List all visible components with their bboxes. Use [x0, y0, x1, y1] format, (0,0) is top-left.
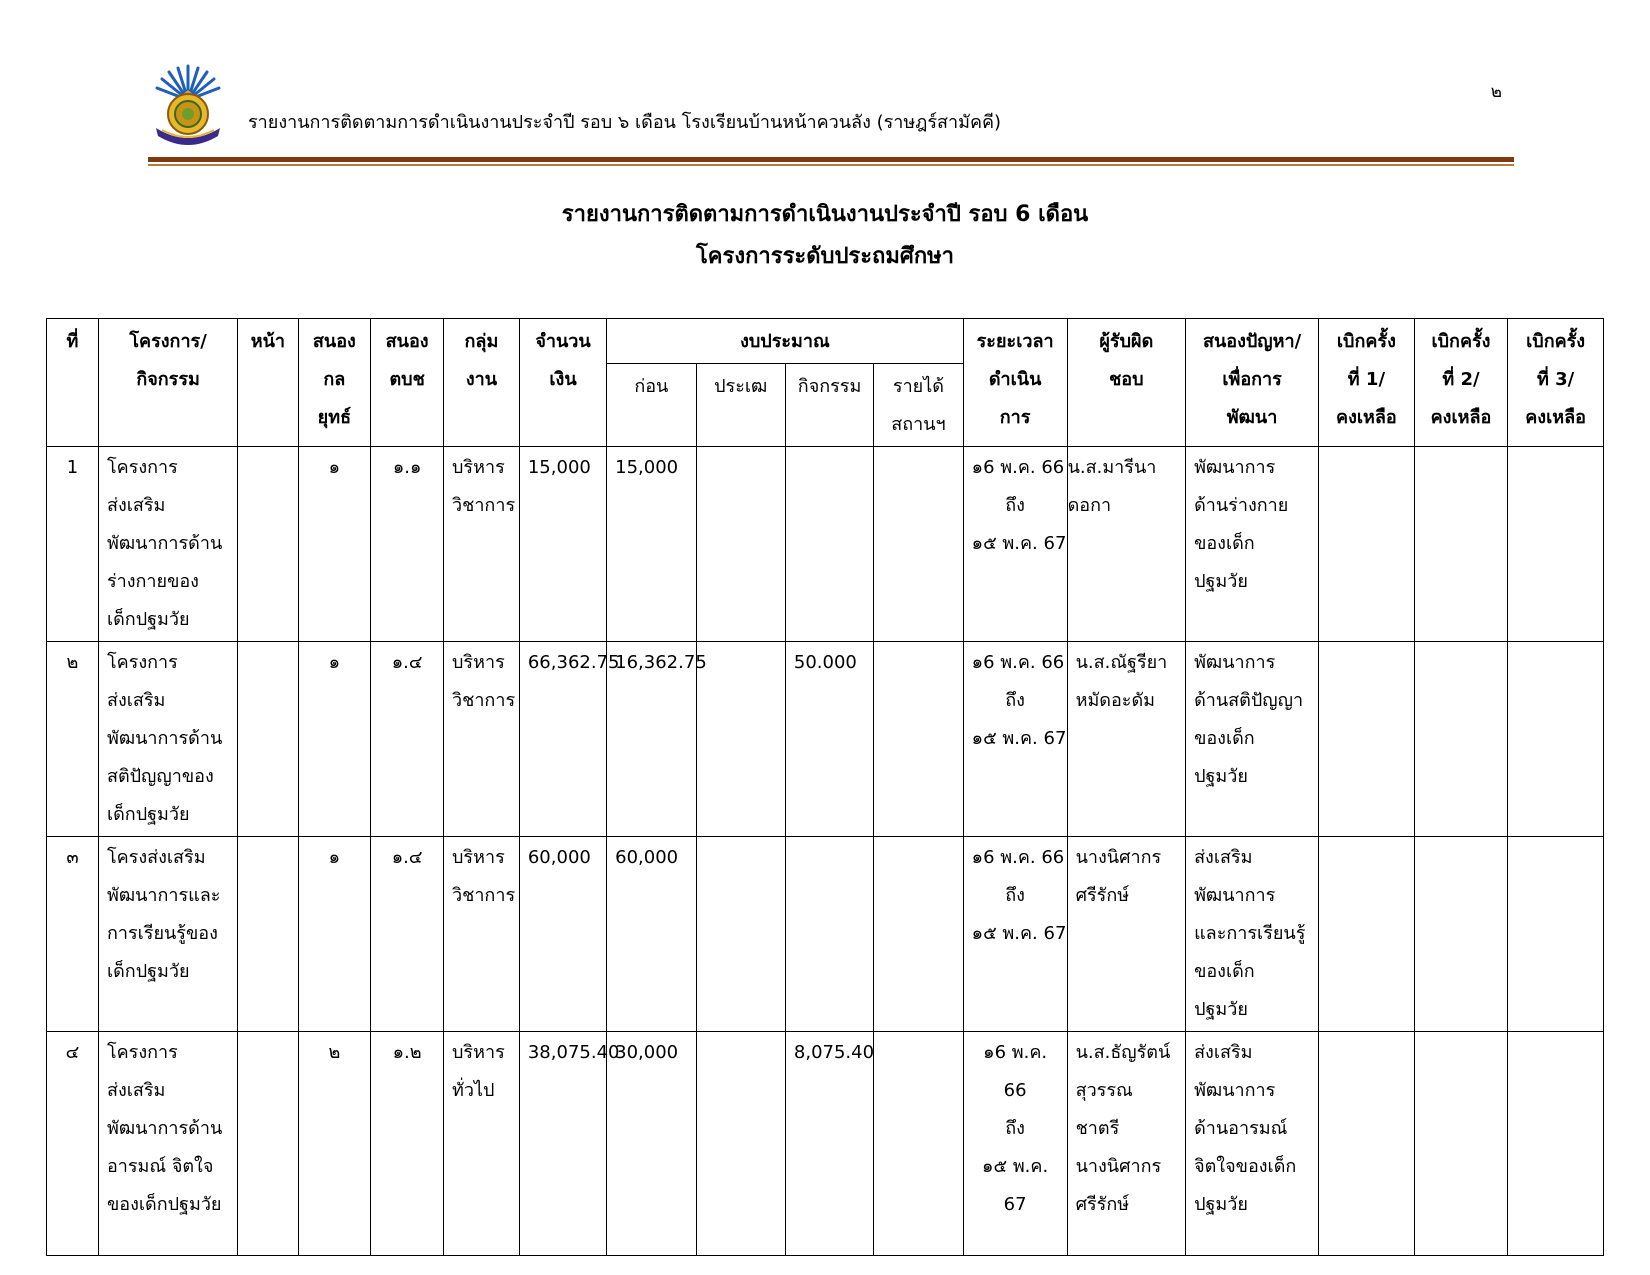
row-amount: 66,362.75 [519, 642, 606, 837]
table-row [47, 642, 1604, 837]
row-page [238, 1032, 298, 1256]
header-divider [148, 157, 1514, 162]
header-title: รายงานการติดตามการดำเนินงานประจำปี รอบ ๖ เดือน โรงเรียนบ้านหน้าควนลัง (ราษฎร์สามัคคี) [248, 112, 1002, 133]
table-row [47, 447, 1604, 642]
row-purpose: พัฒนาการ ด้านสติปัญญา ของเด็ก ปฐมวัย [1186, 642, 1319, 837]
row-budget-estimate [696, 837, 785, 1032]
col-header-withdraw-3: เบิกครั้ง ที่ 3/ คงเหลือ [1508, 319, 1604, 447]
col-header-no: ที่ [47, 319, 99, 447]
row-period: ๑6 พ.ค. 66 ถึง ๑๕ พ.ค. 67 [963, 447, 1067, 642]
row-withdraw-3 [1508, 642, 1604, 837]
row-strategy: ๑ [298, 837, 371, 1032]
row-amount: 15,000 [519, 447, 606, 642]
col-header-strategy: สนอง กล ยุทธ์ [298, 319, 371, 447]
row-purpose: ส่งเสริม พัฒนาการ และการเรียนรู้ ของเด็ก ปฐมวัย [1186, 837, 1319, 1032]
row-withdraw-2 [1414, 447, 1508, 642]
table-row [47, 837, 1604, 1032]
row-no: 1 [47, 447, 99, 642]
report-subtitle: โครงการระดับประถมศึกษา [695, 244, 955, 269]
col-header-indicator: สนอง ตบช [371, 319, 444, 447]
row-owner: นางนิศากร ศรีรักษ์ [1067, 837, 1185, 1032]
row-indicator: ๑.๔ [371, 642, 444, 837]
row-owner: น.ส.มารีนา ดอกา [1067, 447, 1185, 642]
row-budget-activity: 8,075.40 [785, 1032, 873, 1256]
row-page [238, 837, 298, 1032]
row-owner: น.ส.ธัญรัตน์ สุวรรณ ชาตรี นางนิศากร ศรีรักษ์ [1067, 1032, 1185, 1256]
col-header-purpose: สนองปัญหา/ เพื่อการ พัฒนา [1186, 319, 1319, 447]
row-owner: น.ส.ณัฐรียา หมัดอะดัม [1067, 642, 1185, 837]
row-purpose: พัฒนาการ ด้านร่างกาย ของเด็ก ปฐมวัย [1186, 447, 1319, 642]
report-title: รายงานการติดตามการดำเนินงานประจำปี รอบ 6 เดือน [561, 202, 1089, 227]
row-withdraw-3 [1508, 1032, 1604, 1256]
row-budget-activity [785, 837, 873, 1032]
row-withdraw-1 [1319, 642, 1415, 837]
row-budget-before: 16,362.75 [607, 642, 696, 837]
row-withdraw-3 [1508, 837, 1604, 1032]
row-period: ๑6 พ.ค. 66 ถึง ๑๕ พ.ค. 67 [963, 837, 1067, 1032]
page-header [148, 62, 1514, 166]
col-header-budget-estimate: ประเฒ [696, 364, 785, 447]
row-withdraw-3 [1508, 447, 1604, 642]
row-budget-activity: 50.000 [785, 642, 873, 837]
table-row [47, 1032, 1604, 1256]
row-no: ๒ [47, 642, 99, 837]
row-no: ๓ [47, 837, 99, 1032]
row-period: ๑6 พ.ค. 66 ถึง ๑๕ พ.ค. 67 [963, 642, 1067, 837]
row-strategy: ๒ [298, 1032, 371, 1256]
row-budget-estimate [696, 642, 785, 837]
col-header-budget: งบประมาณ [607, 319, 964, 364]
row-group: บริหาร วิชาการ [444, 837, 520, 1032]
row-indicator: ๑.๒ [371, 1032, 444, 1256]
row-group: บริหาร ทั่วไป [444, 1032, 520, 1256]
row-withdraw-1 [1319, 447, 1415, 642]
col-header-period: ระยะเวลา ดำเนิน การ [963, 319, 1067, 447]
col-header-amount: จำนวน เงิน [519, 319, 606, 447]
table-header-row [47, 319, 1604, 364]
row-no: ๔ [47, 1032, 99, 1256]
col-header-page: หน้า [238, 319, 298, 447]
row-withdraw-2 [1414, 642, 1508, 837]
row-project: โครงการ ส่งเสริม พัฒนาการด้าน ร่างกายของ เด็กปฐมวัย [98, 447, 237, 642]
header-divider-thin [148, 164, 1514, 166]
row-withdraw-2 [1414, 1032, 1508, 1256]
row-budget-estimate [696, 447, 785, 642]
col-header-withdraw-1: เบิกครั้ง ที่ 1/ คงเหลือ [1319, 319, 1415, 447]
row-amount: 60,000 [519, 837, 606, 1032]
row-budget-income [874, 1032, 963, 1256]
school-emblem-icon [148, 62, 228, 148]
col-header-budget-activity: กิจกรรม [785, 364, 873, 447]
row-amount: 38,075.40 [519, 1032, 606, 1256]
row-strategy: ๑ [298, 447, 371, 642]
row-withdraw-2 [1414, 837, 1508, 1032]
col-header-owner: ผู้รับผิด ชอบ [1067, 319, 1185, 447]
row-project: โครงการ ส่งเสริม พัฒนาการด้าน อารมณ์ จิตใจ ของเด็กปฐมวัย [98, 1032, 237, 1256]
page-number: ๒ [1490, 82, 1502, 102]
row-budget-activity [785, 447, 873, 642]
project-table [46, 318, 1604, 1256]
col-header-budget-before: ก่อน [607, 364, 696, 447]
row-group: บริหาร วิชาการ [444, 447, 520, 642]
row-withdraw-1 [1319, 837, 1415, 1032]
row-withdraw-1 [1319, 1032, 1415, 1256]
row-project: โครงส่งเสริม พัฒนาการและ การเรียนรู้ของ เด็กปฐมวัย [98, 837, 237, 1032]
row-budget-before: 30,000 [607, 1032, 696, 1256]
row-period: ๑6 พ.ค. 66 ถึง ๑๕ พ.ค. 67 [963, 1032, 1067, 1256]
row-budget-before: 15,000 [607, 447, 696, 642]
row-project: โครงการ ส่งเสริม พัฒนาการด้าน สติปัญญาของ เด็กปฐมวัย [98, 642, 237, 837]
row-budget-income [874, 447, 963, 642]
col-header-group: กลุ่ม งาน [444, 319, 520, 447]
row-budget-income [874, 642, 963, 837]
col-header-withdraw-2: เบิกครั้ง ที่ 2/ คงเหลือ [1414, 319, 1508, 447]
row-budget-before: 60,000 [607, 837, 696, 1032]
row-budget-estimate [696, 1032, 785, 1256]
row-group: บริหาร วิชาการ [444, 642, 520, 837]
row-indicator: ๑.๑ [371, 447, 444, 642]
row-page [238, 642, 298, 837]
row-indicator: ๑.๔ [371, 837, 444, 1032]
col-header-budget-income: รายได้ สถานฯ [874, 364, 963, 447]
row-budget-income [874, 837, 963, 1032]
row-purpose: ส่งเสริม พัฒนาการ ด้านอารมณ์ จิตใจของเด็ก ปฐมวัย [1186, 1032, 1319, 1256]
row-strategy: ๑ [298, 642, 371, 837]
col-header-project: โครงการ/ กิจกรรม [98, 319, 237, 447]
row-page [238, 447, 298, 642]
